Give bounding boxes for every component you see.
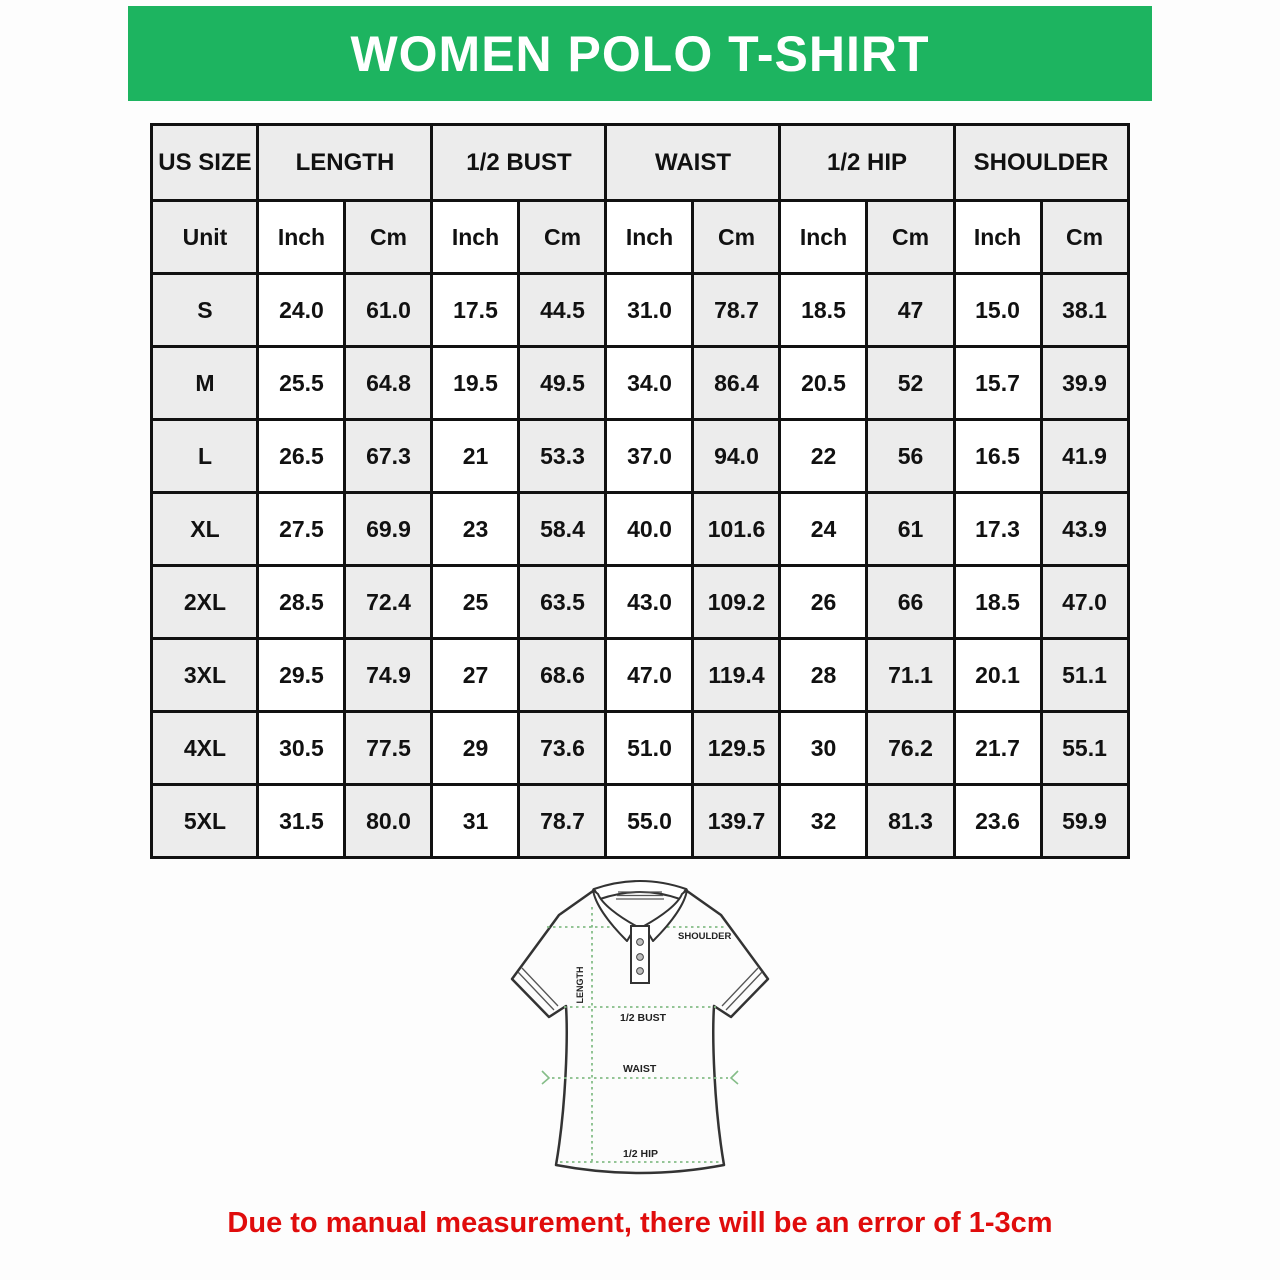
value-cell: 21.7 (954, 712, 1041, 785)
value-cell: 26 (780, 566, 867, 639)
value-cell: 55.0 (606, 785, 693, 858)
table-row (152, 785, 1128, 858)
value-cell: 31.0 (606, 274, 693, 347)
size-label-cell: 2XL (152, 566, 258, 639)
size-label-cell: 5XL (152, 785, 258, 858)
value-cell: 47.0 (1041, 566, 1128, 639)
button-icon (637, 954, 644, 961)
value-cell: 15.7 (954, 347, 1041, 420)
value-cell: 119.4 (693, 639, 780, 712)
size-label-cell: S (152, 274, 258, 347)
value-cell: 28.5 (258, 566, 345, 639)
polo-shirt-diagram (490, 867, 790, 1189)
value-cell: 18.5 (780, 274, 867, 347)
col-header-shoulder: SHOULDER (954, 125, 1128, 201)
column-group-row (152, 125, 1128, 201)
value-cell: 31.5 (258, 785, 345, 858)
value-cell: 24.0 (258, 274, 345, 347)
table-row (152, 712, 1128, 785)
value-cell: 68.6 (519, 639, 606, 712)
value-cell: 51.1 (1041, 639, 1128, 712)
value-cell: 23.6 (954, 785, 1041, 858)
value-cell: 30.5 (258, 712, 345, 785)
value-cell: 94.0 (693, 420, 780, 493)
unit-cell: Cm (345, 201, 432, 274)
value-cell: 29 (432, 712, 519, 785)
value-cell: 59.9 (1041, 785, 1128, 858)
table-row (152, 420, 1128, 493)
value-cell: 47.0 (606, 639, 693, 712)
value-cell: 51.0 (606, 712, 693, 785)
value-cell: 20.1 (954, 639, 1041, 712)
value-cell: 43.9 (1041, 493, 1128, 566)
value-cell: 73.6 (519, 712, 606, 785)
value-cell: 78.7 (693, 274, 780, 347)
value-cell: 28 (780, 639, 867, 712)
size-rows (152, 274, 1128, 858)
unit-cell: Inch (954, 201, 1041, 274)
value-cell: 55.1 (1041, 712, 1128, 785)
value-cell: 58.4 (519, 493, 606, 566)
value-cell: 139.7 (693, 785, 780, 858)
value-cell: 18.5 (954, 566, 1041, 639)
value-cell: 44.5 (519, 274, 606, 347)
unit-cell: Cm (693, 201, 780, 274)
size-label-cell: 3XL (152, 639, 258, 712)
value-cell: 20.5 (780, 347, 867, 420)
value-cell: 26.5 (258, 420, 345, 493)
unit-cell: Inch (780, 201, 867, 274)
shoulder-label: SHOULDER (678, 931, 732, 942)
value-cell: 47 (867, 274, 954, 347)
value-cell: 101.6 (693, 493, 780, 566)
value-cell: 23 (432, 493, 519, 566)
value-cell: 67.3 (345, 420, 432, 493)
value-cell: 61 (867, 493, 954, 566)
value-cell: 34.0 (606, 347, 693, 420)
value-cell: 78.7 (519, 785, 606, 858)
unit-cell: Cm (1041, 201, 1128, 274)
col-header-length: LENGTH (258, 125, 432, 201)
half-hip-label: 1/2 HIP (623, 1148, 659, 1160)
value-cell: 25 (432, 566, 519, 639)
unit-cell: Cm (867, 201, 954, 274)
unit-cell: Cm (519, 201, 606, 274)
value-cell: 76.2 (867, 712, 954, 785)
value-cell: 66 (867, 566, 954, 639)
value-cell: 22 (780, 420, 867, 493)
value-cell: 80.0 (345, 785, 432, 858)
col-header-half-hip: 1/2 HIP (780, 125, 954, 201)
button-icon (637, 939, 644, 946)
value-cell: 39.9 (1041, 347, 1128, 420)
unit-label-cell: Unit (152, 201, 258, 274)
size-label-cell: M (152, 347, 258, 420)
unit-cell: Inch (432, 201, 519, 274)
value-cell: 72.4 (345, 566, 432, 639)
col-header-us-size: US SIZE (152, 125, 258, 201)
half-bust-label: 1/2 BUST (620, 1012, 667, 1024)
value-cell: 29.5 (258, 639, 345, 712)
value-cell: 27.5 (258, 493, 345, 566)
value-cell: 43.0 (606, 566, 693, 639)
value-cell: 77.5 (345, 712, 432, 785)
col-header-waist: WAIST (606, 125, 780, 201)
value-cell: 27 (432, 639, 519, 712)
value-cell: 17.3 (954, 493, 1041, 566)
value-cell: 19.5 (432, 347, 519, 420)
size-label-cell: 4XL (152, 712, 258, 785)
value-cell: 56 (867, 420, 954, 493)
value-cell: 16.5 (954, 420, 1041, 493)
table-row (152, 566, 1128, 639)
table-row (152, 347, 1128, 420)
value-cell: 69.9 (345, 493, 432, 566)
size-label-cell: L (152, 420, 258, 493)
button-icon (637, 968, 644, 975)
value-cell: 30 (780, 712, 867, 785)
value-cell: 32 (780, 785, 867, 858)
value-cell: 52 (867, 347, 954, 420)
value-cell: 129.5 (693, 712, 780, 785)
size-chart-table (150, 123, 1129, 859)
value-cell: 38.1 (1041, 274, 1128, 347)
value-cell: 63.5 (519, 566, 606, 639)
value-cell: 81.3 (867, 785, 954, 858)
table-row (152, 493, 1128, 566)
value-cell: 64.8 (345, 347, 432, 420)
value-cell: 61.0 (345, 274, 432, 347)
value-cell: 49.5 (519, 347, 606, 420)
value-cell: 15.0 (954, 274, 1041, 347)
unit-row (152, 201, 1128, 274)
page-title: WOMEN POLO T-SHIRT (350, 25, 930, 82)
value-cell: 37.0 (606, 420, 693, 493)
unit-cell: Inch (258, 201, 345, 274)
value-cell: 31 (432, 785, 519, 858)
size-label-cell: XL (152, 493, 258, 566)
col-header-half-bust: 1/2 BUST (432, 125, 606, 201)
table-row (152, 639, 1128, 712)
waist-label: WAIST (623, 1063, 657, 1075)
value-cell: 17.5 (432, 274, 519, 347)
value-cell: 53.3 (519, 420, 606, 493)
value-cell: 40.0 (606, 493, 693, 566)
value-cell: 71.1 (867, 639, 954, 712)
title-banner (128, 6, 1152, 101)
value-cell: 74.9 (345, 639, 432, 712)
length-label: LENGTH (575, 966, 585, 1004)
value-cell: 24 (780, 493, 867, 566)
value-cell: 109.2 (693, 566, 780, 639)
value-cell: 41.9 (1041, 420, 1128, 493)
measurement-note: Due to manual measurement, there will be an error of 1-3cm (227, 1207, 1053, 1239)
table-row (152, 274, 1128, 347)
value-cell: 86.4 (693, 347, 780, 420)
value-cell: 25.5 (258, 347, 345, 420)
value-cell: 21 (432, 420, 519, 493)
unit-cell: Inch (606, 201, 693, 274)
